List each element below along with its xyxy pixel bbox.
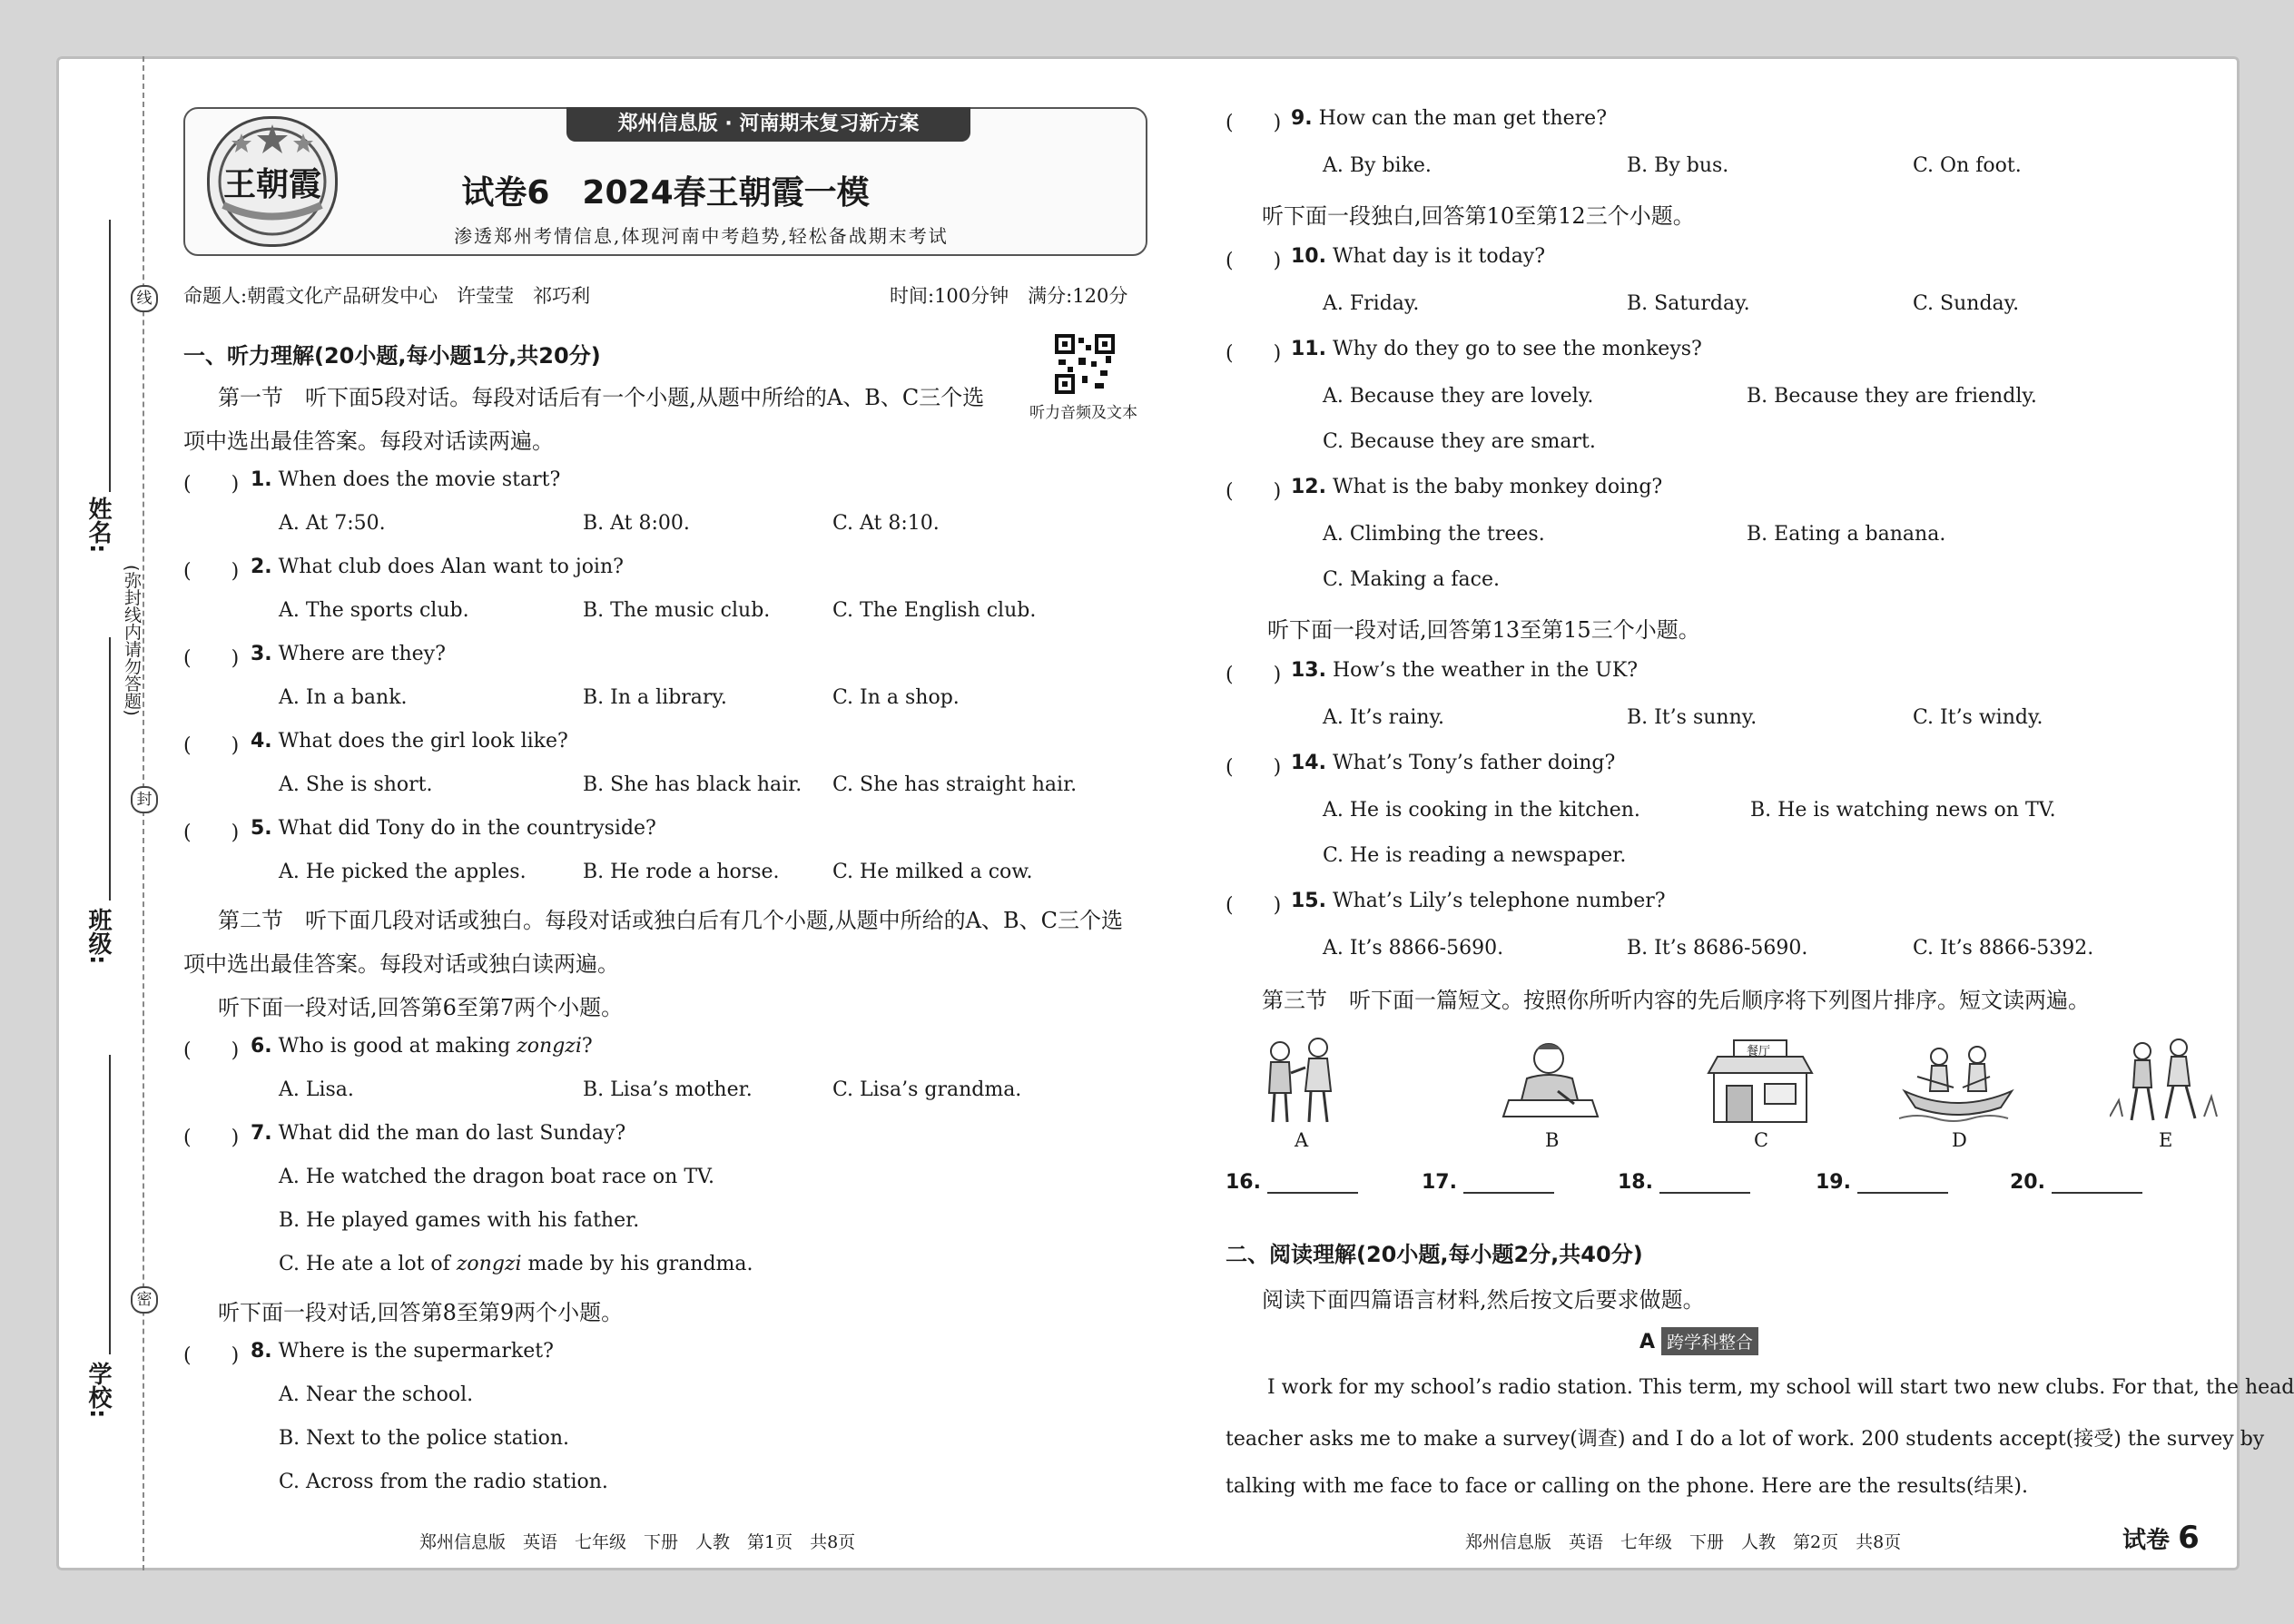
option-c: C. He milked a cow.: [832, 861, 1033, 883]
blank-16[interactable]: [1226, 1171, 1358, 1194]
passage-tag: 跨学科整合: [1661, 1327, 1758, 1355]
logo-text: 王朝霞: [222, 165, 321, 203]
question-text: Who is good at making: [278, 1035, 517, 1058]
footer-right: 郑州信息版 英语 七年级 下册 人教 第2页 共8页: [1465, 1532, 1902, 1552]
answer-paren[interactable]: ( ): [1226, 894, 1282, 917]
blank-number: 18.: [1618, 1171, 1653, 1194]
question-number: 10.: [1291, 245, 1326, 268]
picture-c: [1701, 1037, 1801, 1151]
picture-label: C: [1754, 1129, 1769, 1151]
option-a: A. Climbing the trees.: [1323, 523, 1545, 546]
picture-label: D: [1952, 1129, 1967, 1151]
answer-paren[interactable]: ( ): [1226, 756, 1282, 779]
picture-a: [1251, 1037, 1351, 1151]
rowing-boat-icon: [1899, 1037, 2017, 1127]
question-number: 9.: [1291, 107, 1313, 130]
option-c-em: zongzi: [456, 1253, 522, 1275]
answer-paren[interactable]: ( ): [183, 647, 240, 670]
part2-instruction-line2: 项中选出最佳答案。每段对话或独白读两遍。: [183, 951, 619, 977]
question-text: What club does Alan want to join?: [278, 556, 624, 578]
part1-instruction-line1: 第一节 听下面5段对话。每段对话后有一个小题,从题中所给的A、B、C三个选: [218, 385, 985, 410]
blank-number: 16.: [1226, 1171, 1261, 1194]
option-b: B. In a library.: [583, 686, 727, 709]
option-b: B. She has black hair.: [583, 773, 802, 796]
part1-instruction-line2: 项中选出最佳答案。每段对话读两遍。: [183, 428, 554, 454]
children-playing-icon: [2110, 1037, 2219, 1127]
option-b: B. By bus.: [1627, 154, 1729, 177]
time-score: 时间:100分钟 满分:120分: [890, 285, 1128, 307]
question-text: When does the movie start?: [278, 468, 561, 491]
option-a: A. By bike.: [1323, 154, 1432, 177]
option-a: A. Near the school.: [279, 1383, 474, 1406]
option-b: B. Lisa’s mother.: [583, 1078, 753, 1101]
mi-char: 密: [131, 1286, 158, 1314]
option-b: B. Saturday.: [1627, 292, 1750, 315]
option-c: C. Sunday.: [1913, 292, 2020, 315]
answer-paren[interactable]: ( ): [183, 473, 240, 496]
option-c: C. It’s 8866-5392.: [1913, 937, 2094, 960]
option-b: B. At 8:00.: [583, 512, 690, 535]
part3-instruction: 第三节 听下面一篇短文。按照你所听内容的先后顺序将下列图片排序。短文读两遍。: [1262, 988, 2090, 1013]
answer-paren[interactable]: ( ): [1226, 250, 1282, 272]
option-c: C. Across from the radio station.: [279, 1471, 608, 1493]
reading-instruction: 阅读下面四篇语言材料,然后按文后要求做题。: [1262, 1287, 1705, 1313]
option-b: B. Because they are friendly.: [1747, 385, 2037, 408]
option-c: C. At 8:10.: [832, 512, 940, 535]
answer-paren[interactable]: ( ): [183, 734, 240, 757]
blank-number: 20.: [2010, 1171, 2045, 1194]
answer-paren[interactable]: ( ): [1226, 342, 1282, 365]
blank-18[interactable]: [1618, 1171, 1750, 1194]
question-number: 14.: [1291, 752, 1326, 774]
question-text: What’s Lily’s telephone number?: [1332, 890, 1666, 912]
exam-subtitle: 渗透郑州考情信息,体现河南中考趋势,轻松备战期末考试: [454, 225, 949, 247]
qr-caption: 听力音频及文本: [1029, 404, 1137, 422]
option-a: A. The sports club.: [279, 599, 469, 622]
picture-e: [2110, 1037, 2210, 1151]
listening-section-title: 一、听力理解(20小题,每小题1分,共20分): [183, 343, 601, 369]
seal-char: 封: [131, 786, 158, 813]
question-number: 12.: [1291, 476, 1326, 498]
question-text: What is the baby monkey doing?: [1332, 476, 1663, 498]
option-b: B. He is watching news on TV.: [1750, 799, 2056, 822]
blank-17[interactable]: [1422, 1171, 1554, 1194]
question-text: Why do they go to see the monkeys?: [1332, 338, 1702, 360]
option-b: B. The music club.: [583, 599, 771, 622]
name-label: 姓名:: [84, 497, 112, 554]
question-text: How’s the weather in the UK?: [1332, 659, 1639, 682]
footer-left: 郑州信息版 英语 七年级 下册 人教 第1页 共8页: [419, 1532, 856, 1552]
question-text: Where are they?: [278, 643, 446, 665]
question-number: 1.: [251, 468, 272, 491]
option-a: A. Because they are lovely.: [1323, 385, 1594, 408]
option-a: A. She is short.: [279, 773, 433, 796]
answer-paren[interactable]: ( ): [1226, 664, 1282, 686]
boy-writing-icon: [1501, 1037, 1601, 1127]
blank-number: 19.: [1816, 1171, 1851, 1194]
paper-label-text: 试卷: [2122, 1527, 2171, 1554]
option-b: B. It’s 8686-5690.: [1627, 937, 1808, 960]
option-a: A. He picked the apples.: [279, 861, 527, 883]
picture-label: B: [1545, 1129, 1560, 1151]
passage-heading: [1639, 1327, 1758, 1355]
option-c: C. Making a face.: [1323, 568, 1500, 591]
qr-code-icon[interactable]: [1055, 334, 1115, 394]
option-a: A. Friday.: [1323, 292, 1420, 315]
paper-label: [2122, 1520, 2200, 1556]
question-text: What day is it today?: [1332, 245, 1546, 268]
seal-line: [143, 56, 144, 1570]
option-b: B. Eating a banana.: [1747, 523, 1946, 546]
part2-instruction-line1: 第二节 听下面几段对话或独白。每段对话或独白后有几个小题,从题中所给的A、B、C三个选: [218, 908, 1123, 933]
header-banner: 郑州信息版 · 河南期末复习新方案: [566, 107, 970, 142]
exam-sheet: [56, 56, 2294, 1570]
question-number: 3.: [251, 643, 272, 665]
option-c-post: made by his grandma.: [521, 1253, 753, 1275]
instruction-13-15: 听下面一段对话,回答第13至第15三个小题。: [1267, 617, 1700, 643]
option-c: C. The English club.: [832, 599, 1037, 622]
paper-number: 6: [2178, 1520, 2200, 1556]
question-number: 7.: [251, 1122, 272, 1145]
passage-line-2: teacher asks me to make a survey(调查) and I do a lot of work. 200 students accept(接受) the survey by: [1226, 1428, 2265, 1451]
option-c: C. He ate a lot of: [279, 1253, 457, 1275]
question-text: What does the girl look like?: [278, 730, 568, 753]
authors: 命题人:朝霞文化产品研发中心 许莹莹 祁巧利: [183, 285, 591, 307]
option-c: C. On foot.: [1913, 154, 2022, 177]
question-text: What’s Tony’s father doing?: [1332, 752, 1616, 774]
question-text: Where is the supermarket?: [278, 1340, 554, 1363]
class-field[interactable]: [109, 637, 111, 901]
passage-letter: A: [1639, 1331, 1656, 1353]
option-a: A. In a bank.: [279, 686, 408, 709]
question-number: 15.: [1291, 890, 1326, 912]
option-b: B. He played games with his father.: [279, 1209, 640, 1232]
option-a: A. He watched the dragon boat race on TV.: [279, 1166, 715, 1188]
option-a: A. It’s rainy.: [1323, 706, 1445, 729]
option-c: C. Because they are smart.: [1323, 430, 1596, 453]
instruction-8-9: 听下面一段对话,回答第8至第9两个小题。: [218, 1300, 624, 1325]
option-a: A. It’s 8866-5690.: [1323, 937, 1504, 960]
answer-paren[interactable]: ( ): [1226, 480, 1282, 503]
option-b: B. He rode a horse.: [583, 861, 780, 883]
instruction-10-12: 听下面一段独白,回答第10至第12三个小题。: [1262, 203, 1695, 229]
option-b: B. It’s sunny.: [1627, 706, 1757, 729]
answer-paren[interactable]: ( ): [183, 560, 240, 583]
school-field[interactable]: [109, 1055, 111, 1354]
class-label: 班级:: [84, 908, 112, 965]
question-number: 8.: [251, 1340, 272, 1363]
line-char: 线: [131, 285, 158, 312]
picture-label: E: [2159, 1129, 2173, 1151]
option-c: C. He is reading a newspaper.: [1323, 844, 1627, 867]
answer-paren[interactable]: ( ): [1226, 112, 1282, 134]
question-number: 11.: [1291, 338, 1326, 360]
option-a: A. He is cooking in the kitchen.: [1323, 799, 1640, 822]
reading-section-title: 二、阅读理解(20小题,每小题2分,共40分): [1226, 1242, 1643, 1267]
binding-strip: [56, 56, 183, 1570]
answer-paren[interactable]: ( ): [183, 1344, 240, 1367]
school-label: 学校:: [84, 1362, 112, 1419]
picture-d: [1899, 1037, 1999, 1151]
blank-number: 17.: [1422, 1171, 1457, 1194]
passage-line-3: talking with me face to face or calling on the phone. Here are the results(结果).: [1226, 1475, 2028, 1498]
passage-line-1: I work for my school’s radio station. This term, my school will start two new clubs. For that, the head: [1267, 1376, 2294, 1399]
exam-header: [183, 107, 1147, 256]
exam-title: 试卷6 2024春王朝霞一模: [461, 174, 870, 212]
option-c: C. It’s windy.: [1913, 706, 2043, 729]
option-a: A. Lisa.: [279, 1078, 354, 1101]
question-text: What did the man do last Sunday?: [278, 1122, 626, 1145]
question-text-post: ?: [581, 1035, 593, 1058]
answer-paren[interactable]: ( ): [183, 822, 240, 844]
question-text: What did Tony do in the countryside?: [278, 817, 656, 840]
two-boys-icon: [1251, 1037, 1351, 1127]
binding-note: (弥封线内请勿答题): [122, 565, 142, 716]
question-number: 5.: [251, 817, 272, 840]
question-number: 2.: [251, 556, 272, 578]
answer-paren[interactable]: ( ): [183, 1039, 240, 1062]
instruction-6-7: 听下面一段对话,回答第6至第7两个小题。: [218, 995, 624, 1020]
question-number: 13.: [1291, 659, 1326, 682]
option-c: C. Lisa’s grandma.: [832, 1078, 1022, 1101]
question-number: 4.: [251, 730, 272, 753]
option-a: A. At 7:50.: [279, 512, 386, 535]
option-b: B. Next to the police station.: [279, 1427, 570, 1450]
question-text: How can the man get there?: [1318, 107, 1607, 130]
blank-20[interactable]: [2010, 1171, 2142, 1194]
restaurant-sign: 餐厅: [1747, 1045, 1771, 1058]
question-text-em: zongzi: [517, 1035, 582, 1058]
question-number: 6.: [251, 1035, 272, 1058]
answer-paren[interactable]: ( ): [183, 1127, 240, 1149]
picture-label: A: [1295, 1129, 1309, 1151]
blank-19[interactable]: [1816, 1171, 1948, 1194]
option-c: C. In a shop.: [832, 686, 960, 709]
option-c: C. She has straight hair.: [832, 773, 1078, 796]
picture-b: [1501, 1037, 1601, 1151]
name-field[interactable]: [109, 220, 111, 492]
